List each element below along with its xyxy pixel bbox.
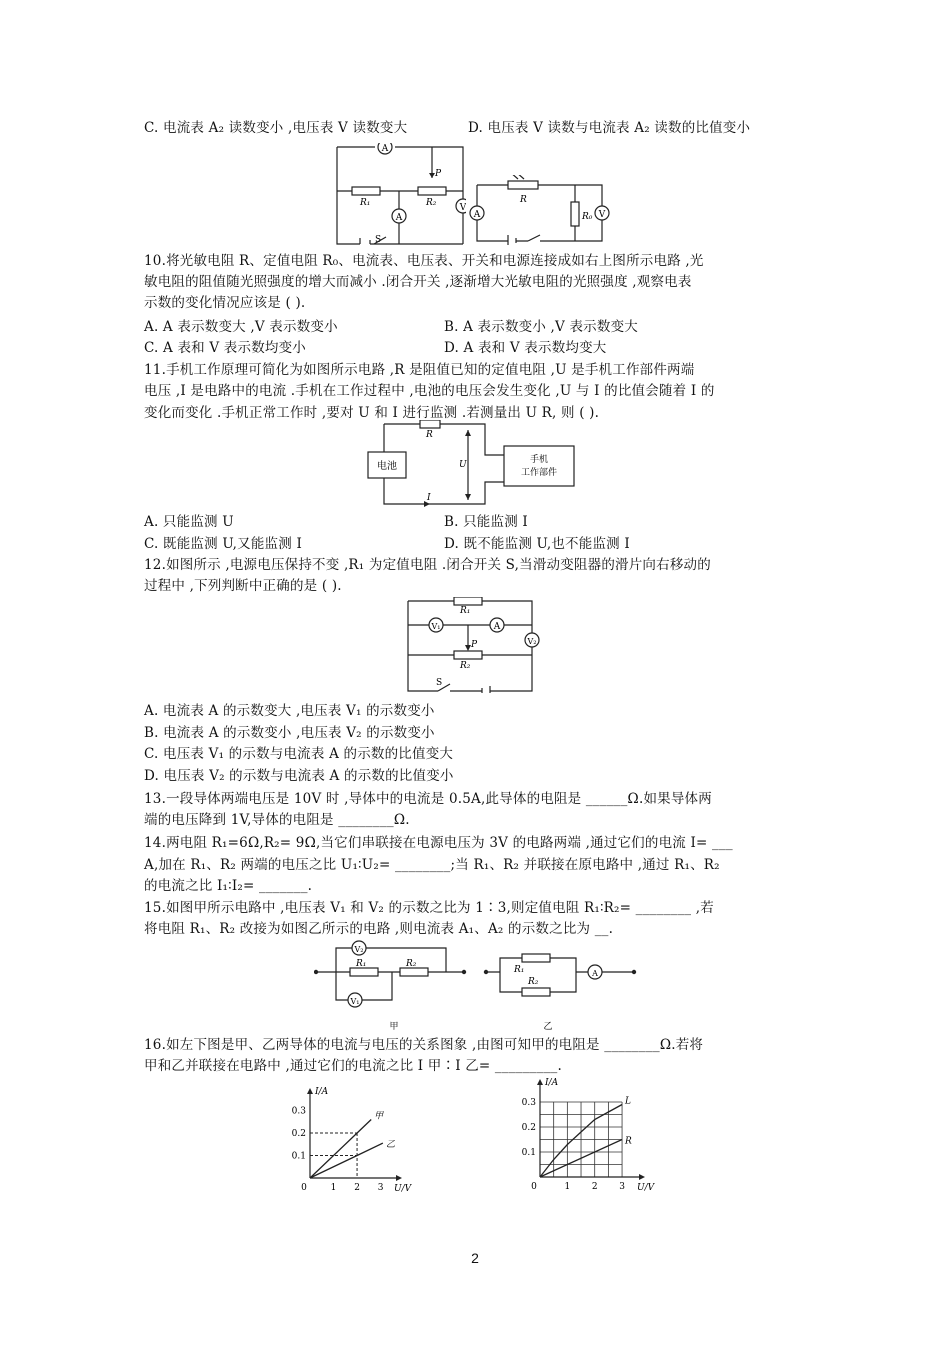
- q9-slider-p-label: P: [435, 169, 442, 179]
- q14-line-1: 14.两电阻 R₁=6Ω,R₂= 9Ω,当它们串联接在电源电压为 3V 的电路两端 ,通过它们的电流 I= ___: [144, 835, 733, 851]
- series-line-甲: [310, 1120, 371, 1179]
- x-tick-label: 0: [531, 1182, 537, 1192]
- q9-voltmeter-label: V: [459, 203, 466, 213]
- q10-line-1: 10.将光敏电阻 R、定值电阻 R₀、电流表、电压表、开关和电源连接成如右上图所示电路 ,光: [144, 253, 704, 269]
- y-tick-label: 0.1: [521, 1148, 536, 1158]
- q9-ammeter-label: A: [395, 213, 403, 223]
- q12-ammeter-label: A: [493, 622, 501, 632]
- q9-r1-label: R₁: [360, 198, 371, 208]
- q16-line-2: 甲和乙并联接在电路中 ,通过它们的电流之比 I 甲∶I 乙= _________.: [144, 1058, 562, 1074]
- y-tick-label: 0.2: [521, 1123, 536, 1133]
- q10-line-2: 敏电阻的阻值随光照强度的增大而减小 .闭合开关 ,逐渐增大光敏电阻的光照强度 ,观察电表: [144, 274, 692, 290]
- q12-voltmeter-v1-label: V₁: [431, 622, 441, 631]
- q11-line-1: 11.手机工作原理可简化为如图所示电路 ,R 是阻值已知的定值电阻 ,U 是手机工作部件两端: [144, 362, 695, 378]
- x-tick-label: 0: [301, 1183, 307, 1193]
- q11-line-2: 电压 ,I 是电路中的电流 .手机在工作过程中 ,电池的电压会发生变化 ,U 与 I 的比值会随着 I 的: [144, 383, 715, 399]
- q12-option-b: B. 电流表 A 的示数变小 ,电压表 V₂ 的示数变小: [144, 725, 435, 741]
- q11-u-label: U: [459, 460, 467, 470]
- series-label-R: R: [625, 1136, 632, 1147]
- q9-circuit-figure: [334, 143, 466, 245]
- q14-line-2: A,加在 R₁、R₂ 两端的电压之比 U₁∶U₂= ________;当 R₁、R₂ 并联接在原电路中 ,通过 R₁、R₂: [144, 857, 720, 873]
- q15-jia-r2-label: R₂: [406, 959, 417, 969]
- q13-line-1: 13.一段导体两端电压是 10V 时 ,导体中的电流是 0.5A,此导体的电阻是 ______Ω.如果导体两: [144, 791, 712, 807]
- x-tick-label: 3: [377, 1183, 384, 1193]
- y-tick-label: 0.2: [291, 1129, 306, 1139]
- page-number: 2: [471, 1250, 479, 1266]
- q15-yi-r2-label: R₂: [528, 977, 539, 987]
- x-tick-label: 3: [619, 1182, 625, 1192]
- q11-phone-part-label-2: 工作部件: [520, 468, 558, 478]
- y-tick-label: 0.3: [521, 1098, 536, 1108]
- q12-switch-s-label: S: [436, 678, 443, 688]
- x-axis-arrow: [639, 1174, 645, 1180]
- q10-option-b: B. A 表示数变小 ,V 表示数变大: [444, 319, 638, 335]
- q11-option-b: B. 只能监测 I: [444, 514, 528, 530]
- x-tick-label: 1: [564, 1182, 571, 1192]
- x-tick-label: 2: [354, 1183, 360, 1193]
- y-axis-label: I/A: [545, 1078, 559, 1088]
- series-label-甲: 甲: [374, 1111, 384, 1122]
- q12-option-d: D. 电压表 V₂ 的示数与电流表 A 的示数的比值变小: [144, 768, 454, 784]
- q11-circuit-figure: [364, 420, 579, 510]
- q15-line-2: 将电阻 R₁、R₂ 改接为如图乙所示的电路 ,则电流表 A₁、A₂ 的示数之比为 __.: [144, 921, 614, 937]
- series-line-乙: [310, 1143, 383, 1178]
- q10-r-label: R: [520, 195, 527, 205]
- q15-circuits-figure: [314, 938, 642, 1030]
- q15-jia-r1-label: R₁: [356, 959, 367, 969]
- q15-caption-yi: 乙: [543, 1022, 553, 1030]
- series-label-乙: 乙: [385, 1140, 395, 1151]
- q10-voltmeter-label: V: [598, 210, 606, 220]
- q15-yi-r1-label: R₁: [514, 965, 525, 975]
- q10-line-3: 示数的变化情况应该是 ( ).: [144, 295, 306, 311]
- q10-circuit-figure: [468, 175, 613, 245]
- q12-option-c: C. 电压表 V₁ 的示数与电流表 A 的示数的比值变大: [144, 746, 454, 762]
- q12-option-a: A. 电流表 A 的示数变大 ,电压表 V₁ 的示数变小: [144, 703, 435, 719]
- q11-battery-label: 电池: [377, 461, 397, 472]
- q12-voltmeter-v2-label: V₂: [527, 637, 537, 646]
- q12-r1-label: R₁: [460, 606, 471, 616]
- q12-r2-label: R₂: [460, 661, 471, 671]
- q9-option-d: D. 电压表 V 读数与电流表 A₂ 读数的比值变小: [468, 120, 751, 136]
- q11-phone-part-label-1: 手机: [529, 455, 549, 465]
- x-axis-arrow: [396, 1175, 402, 1181]
- y-tick-label: 0.3: [291, 1106, 306, 1117]
- q10-r0-label: R₀: [582, 212, 593, 222]
- q15-yi-ammeter-label: A: [592, 969, 598, 978]
- q9-option-c: C. 电流表 A₂ 读数变小 ,电压表 V 读数变大: [144, 120, 408, 136]
- x-axis-label: U/V: [394, 1184, 412, 1194]
- q15-jia-v2-label: V₂: [354, 945, 364, 954]
- q12-line-1: 12.如图所示 ,电源电压保持不变 ,R₁ 为定值电阻 .闭合开关 S,当滑动变阻器的滑片向右移动的: [144, 557, 711, 573]
- x-axis-label: U/V: [637, 1183, 655, 1193]
- q9-ammeter-a2-label: A: [381, 144, 389, 154]
- y-tick-label: 0.1: [291, 1151, 306, 1162]
- y-axis-arrow: [307, 1088, 313, 1094]
- q15-line-1: 15.如图甲所示电路中 ,电压表 V₁ 和 V₂ 的示数之比为 1∶3,则定值电阻 R₁∶R₂= ________ ,若: [144, 900, 714, 916]
- q10-option-d: D. A 表和 V 表示数均变大: [444, 340, 607, 356]
- q9-switch-s-label: S: [375, 235, 382, 245]
- q16-chart-jia-yi: [280, 1078, 425, 1196]
- q11-r-label: R: [426, 430, 433, 440]
- x-tick-label: 1: [330, 1183, 337, 1193]
- q11-line-3: 变化而变化 .手机正常工作时 ,要对 U 和 I 进行监测 .若测量出 U R, 则 ( ).: [144, 405, 600, 421]
- q14-line-3: 的电流之比 I₁∶I₂= _______.: [144, 878, 313, 894]
- q15-caption-jia: 甲: [389, 1022, 399, 1030]
- y-axis-label: I/A: [315, 1087, 329, 1097]
- q12-slider-p-label: P: [471, 640, 478, 650]
- q11-i-label: I: [427, 493, 431, 503]
- q10-option-a: A. A 表示数变大 ,V 表示数变小: [144, 319, 338, 335]
- q12-circuit-figure: [404, 597, 540, 693]
- y-axis-arrow: [537, 1079, 543, 1085]
- q10-ammeter-label: A: [473, 210, 481, 220]
- q15-jia-v1-label: V₁: [350, 997, 360, 1006]
- q10-option-c: C. A 表和 V 表示数均变小: [144, 340, 307, 356]
- q9-r2-label: R₂: [426, 198, 437, 208]
- series-label-L: L: [625, 1096, 632, 1107]
- q13-line-2: 端的电压降到 1V,导体的电阻是 ________Ω.: [144, 812, 410, 828]
- q11-option-d: D. 既不能监测 U,也不能监测 I: [444, 536, 630, 552]
- q12-line-2: 过程中 ,下列判断中正确的是 ( ).: [144, 578, 342, 594]
- q11-option-c: C. 既能监测 U,又能监测 I: [144, 536, 302, 552]
- q16-line-1: 16.如左下图是甲、乙两导体的电流与电压的关系图象 ,由图可知甲的电阻是 ________Ω.若将: [144, 1037, 704, 1053]
- q16-chart-l-r: [508, 1072, 668, 1196]
- x-tick-label: 2: [591, 1182, 598, 1192]
- q11-option-a: A. 只能监测 U: [144, 514, 234, 530]
